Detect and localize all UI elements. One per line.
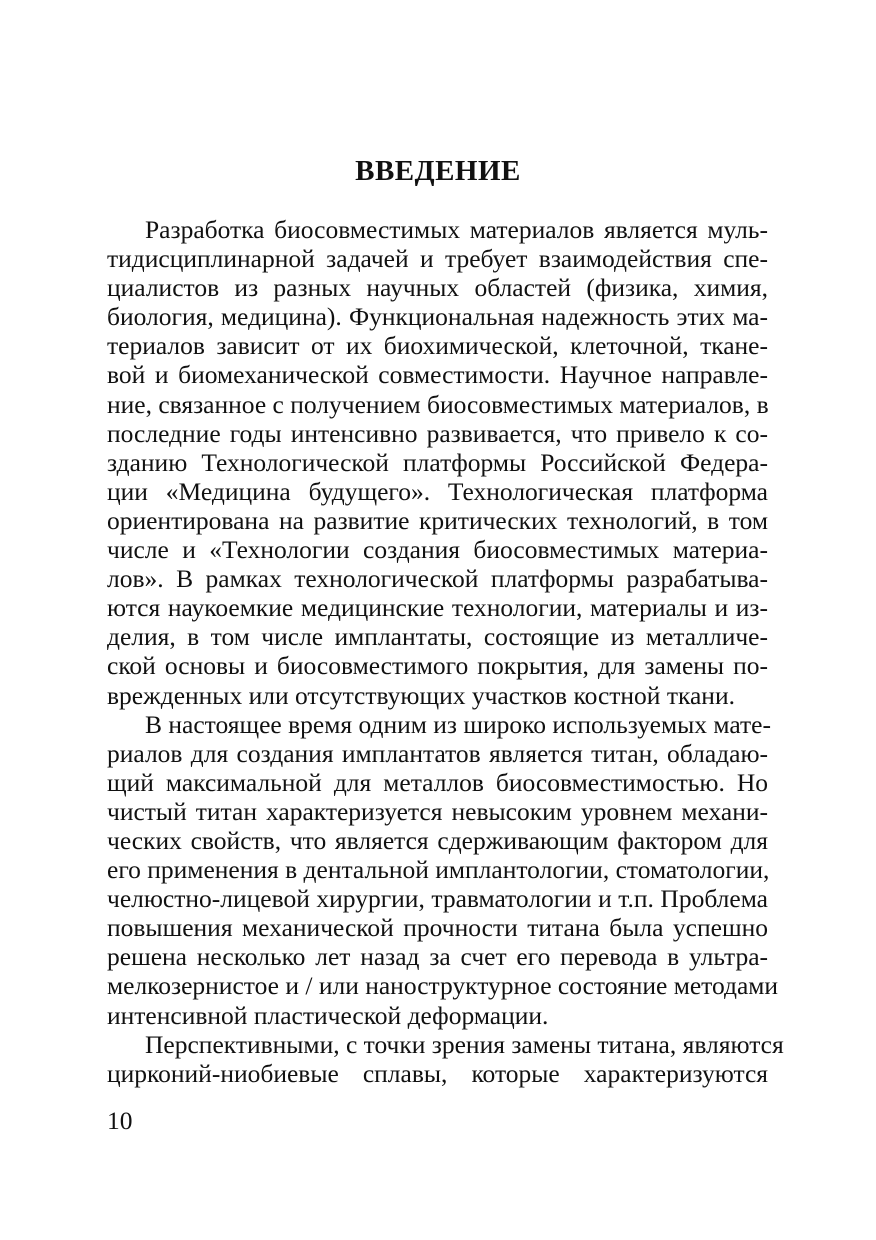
body-text bbox=[107, 215, 784, 1088]
text-line: тидисциплинарной задачей и требует взаимодействия спе- bbox=[107, 244, 768, 274]
text-line: чистый титан характеризуется невысоким уровнем механи- bbox=[107, 796, 768, 826]
text-line: ются наукоемкие медицинские технологии, материалы и из- bbox=[107, 593, 768, 623]
text-line: повышения механической прочности титана была успешно bbox=[107, 913, 768, 943]
text-line: числе и «Технологии создания биосовместимых материа- bbox=[107, 535, 768, 565]
text-line: лов». В рамках технологической платформы разрабатыва- bbox=[107, 564, 768, 594]
text-line: решена несколько лет назад за счет его перевода в ультра- bbox=[107, 942, 768, 972]
text-line: биология, медицина). Функциональная надежность этих ма- bbox=[107, 302, 768, 332]
paragraph-3 bbox=[107, 1029, 784, 1088]
text-line: териалов зависит от их биохимической, клеточной, ткане- bbox=[107, 331, 768, 361]
text-line: ческих свойств, что является сдерживающим фактором для bbox=[107, 825, 768, 855]
text-line: последние годы интенсивно развивается, что привело к со- bbox=[107, 418, 768, 448]
text-line: риалов для создания имплантатов является титан, обладаю- bbox=[107, 738, 768, 768]
text-line: циалистов из разных научных областей (физика, химия, bbox=[107, 273, 768, 303]
chapter-heading: ВВЕДЕНИЕ bbox=[355, 155, 521, 187]
text-line: ние, связанное с получением биосовместимых материалов, в bbox=[107, 389, 769, 419]
text-line: Разработка биосовместимых материалов является муль- bbox=[145, 215, 768, 244]
text-line: зданию Технологической платформы Российской Федера- bbox=[107, 447, 768, 477]
text-line: его применения в дентальной имплантологии, стоматологии, bbox=[107, 855, 770, 885]
paragraph-2 bbox=[107, 709, 779, 1030]
page-number: 10 bbox=[107, 1106, 133, 1135]
text-line: делия, в том числе имплантаты, состоящие из металличе- bbox=[107, 622, 768, 652]
text-line: врежденных или отсутствующих участков костной ткани. bbox=[107, 680, 735, 710]
paragraph-1 bbox=[107, 215, 768, 710]
text-line: ориентирована на развитие критических технологий, в том bbox=[107, 505, 768, 535]
text-line: челюстно-лицевой хирургии, травматологии и т.п. Проблема bbox=[107, 884, 768, 914]
text-line: мелкозернистое и / или наноструктурное состояние методами bbox=[107, 971, 779, 1001]
text-line: интенсивной пластической деформации. bbox=[107, 1000, 549, 1030]
text-line: щий максимальной для металлов биосовместимостью. Но bbox=[107, 767, 768, 797]
text-line: вой и биомеханической совместимости. Научное направле- bbox=[107, 360, 768, 390]
text-line: В настоящее время одним из широко используемых мате- bbox=[145, 709, 771, 739]
text-line: цирконий-ниобиевые сплавы, которые характеризуются bbox=[107, 1058, 768, 1088]
text-line: Перспективными, с точки зрения замены титана, являются bbox=[145, 1029, 784, 1059]
text-line: ции «Медицина будущего». Технологическая платформа bbox=[107, 476, 768, 506]
text-line: ской основы и биосовместимого покрытия, для замены по- bbox=[107, 651, 768, 681]
